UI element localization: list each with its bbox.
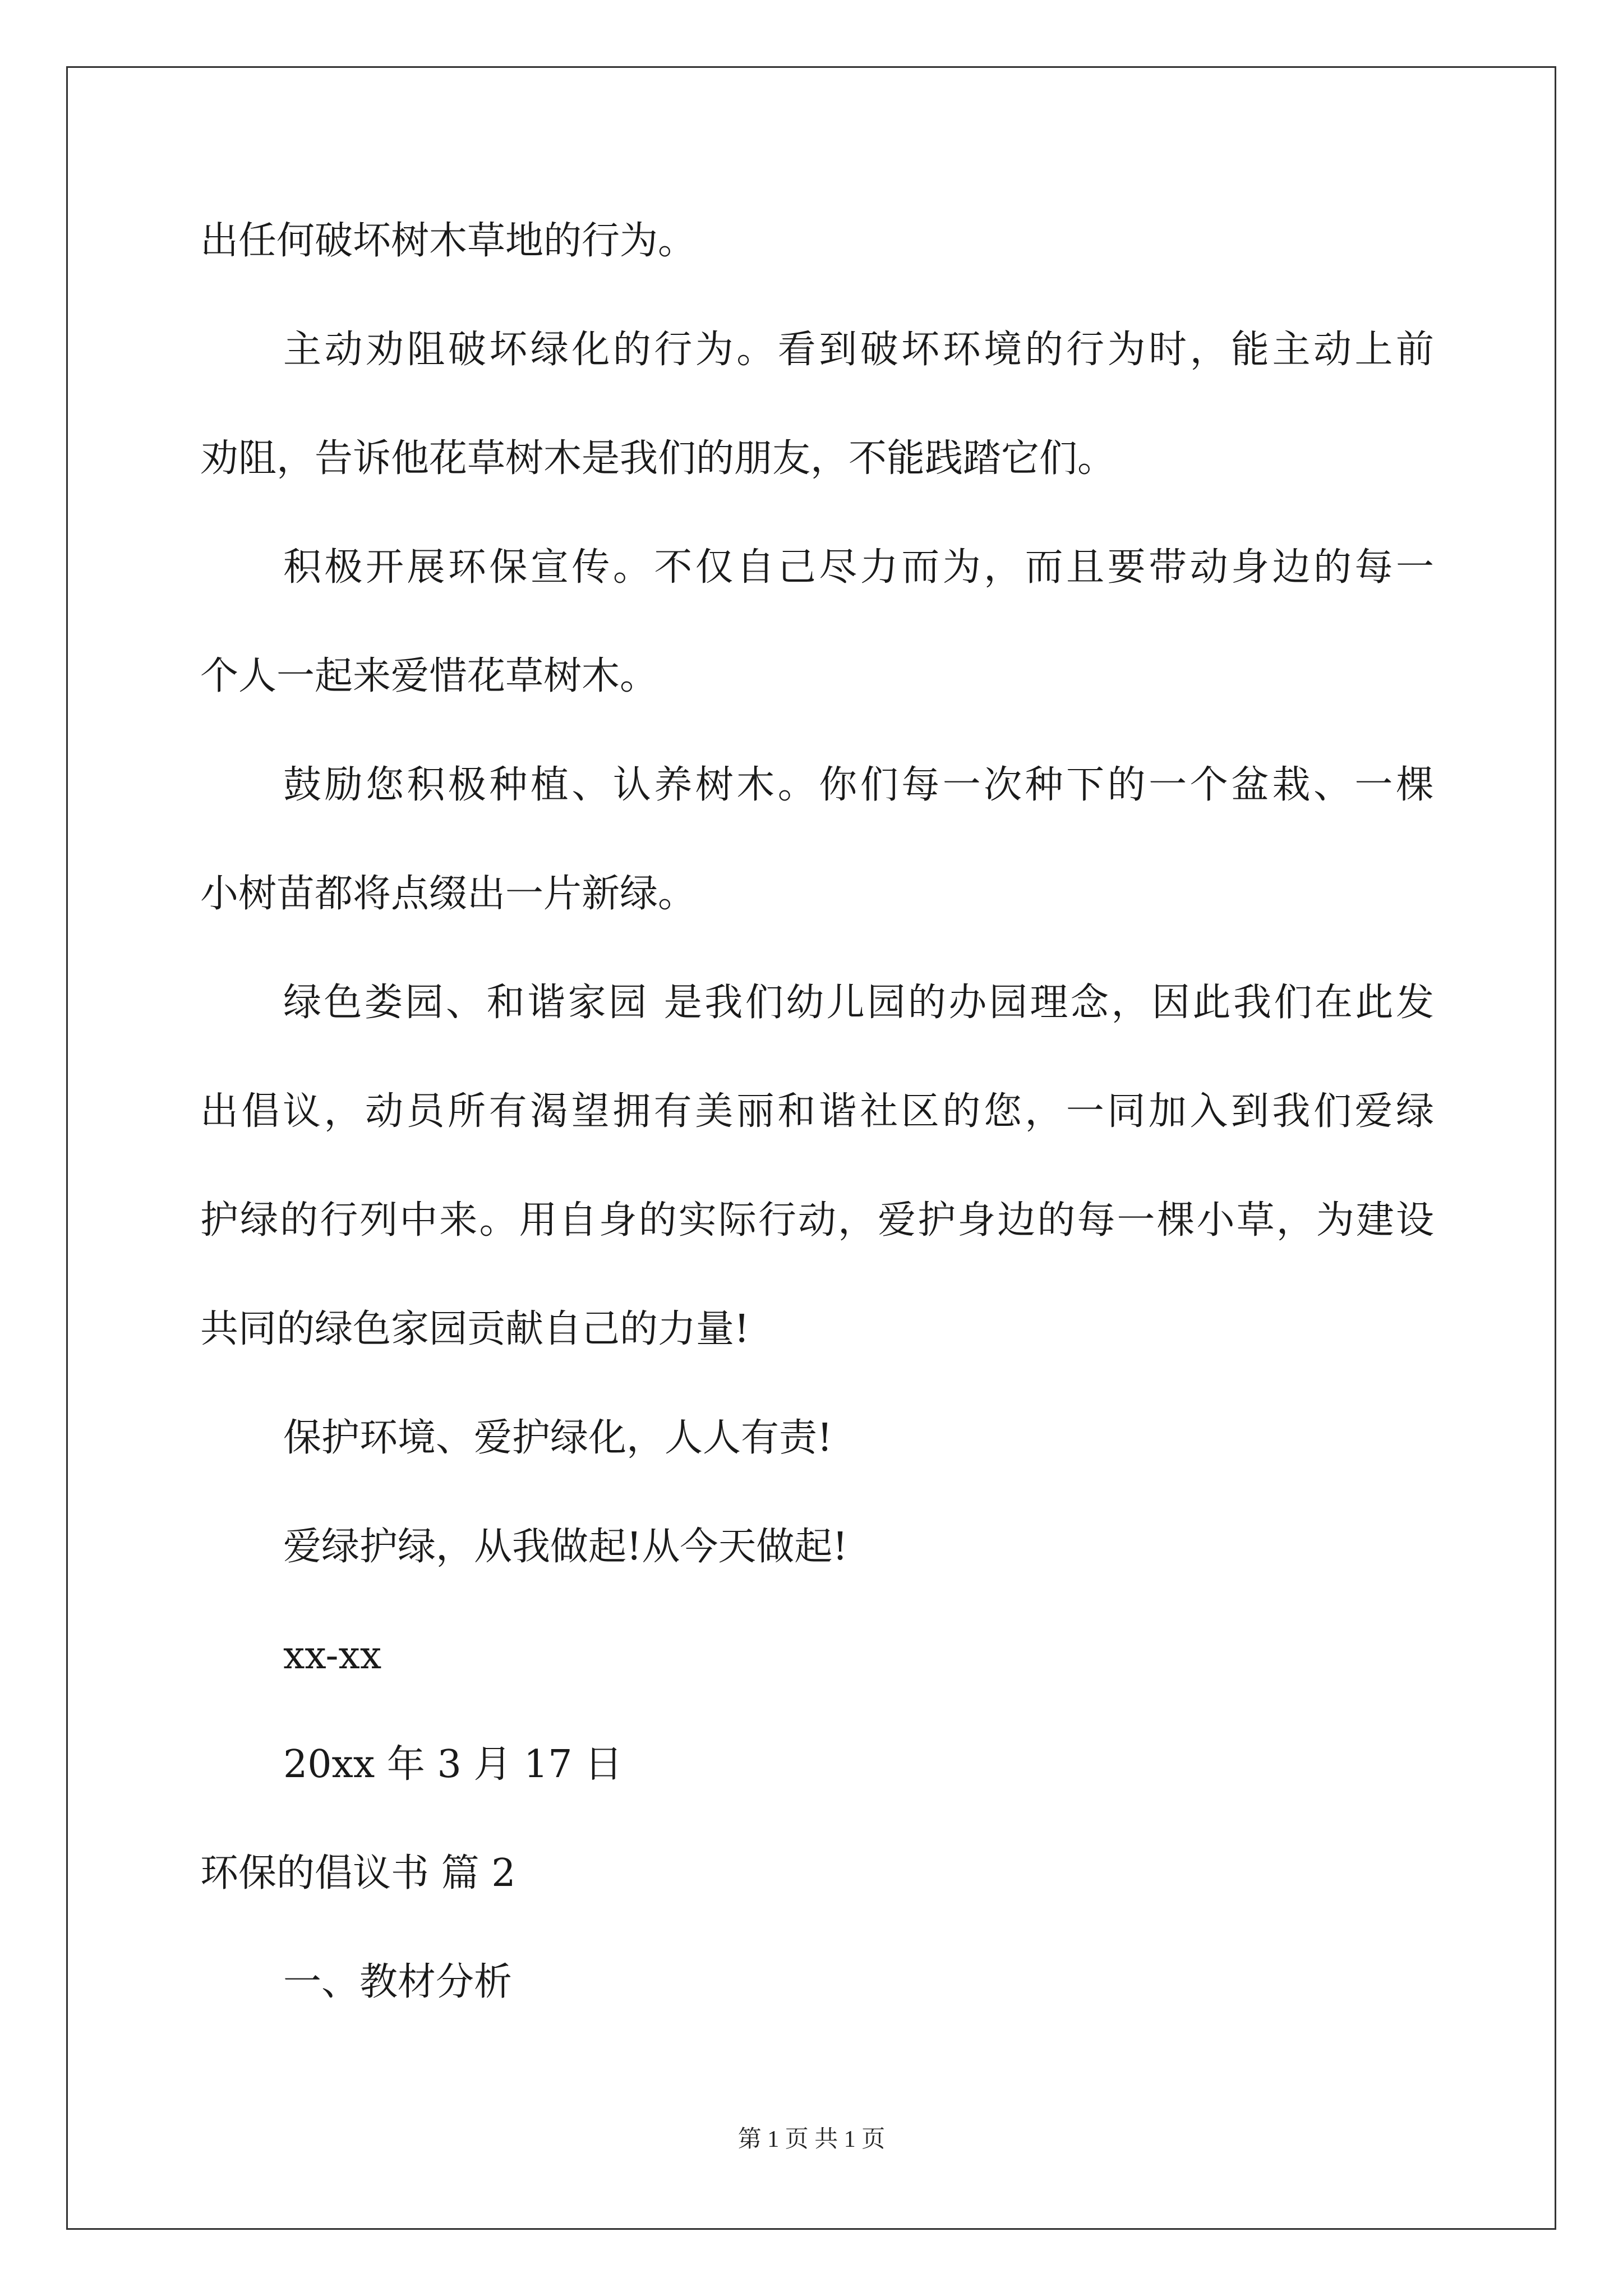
paragraph-line: 绿色娄园、和谐家园 是我们幼儿园的办园理念，因此我们在此发 <box>283 981 1434 1025</box>
paragraph-line: 护绿的行列中来。用自身的实际行动，爱护身边的每一棵小草，为建设 <box>200 1198 1434 1243</box>
slogan-line: 爱绿护绿，从我做起!从今天做起! <box>283 1525 848 1569</box>
subsection-heading: 一、教材分析 <box>283 1960 513 2004</box>
slogan-line: 保护环境、爱护绿化，人人有责! <box>283 1416 833 1460</box>
paragraph-line: 劝阻，告诉他花草树木是我们的朋友，不能践踏它们。 <box>200 436 1116 481</box>
date-line: 20xx 年 3 月 17 日 <box>283 1742 623 1787</box>
paragraph-line: 出任何破坏树木草地的行为。 <box>200 219 697 263</box>
paragraph-line: 积极开展环保宣传。不仅自己尽力而为，而且要带动身边的每一 <box>283 545 1434 590</box>
paragraph-line: 出倡议，动员所有渴望拥有美丽和谐社区的您，一同加入到我们爱绿 <box>200 1089 1434 1134</box>
paragraph-line: 鼓励您积极种植、认养树木。你们每一次种下的一个盆栽、一棵 <box>283 763 1434 807</box>
page-number-footer: 第 1 页 共 1 页 <box>737 2127 886 2152</box>
paragraph-line: 共同的绿色家园贡献自己的力量! <box>200 1307 750 1351</box>
document-body <box>200 213 1434 2063</box>
signature-line: xx-xx <box>283 1634 382 1678</box>
paragraph-line: 小树苗都将点缀出一片新绿。 <box>200 872 697 916</box>
paragraph-line: 个人一起来爱惜花草树木。 <box>200 654 658 698</box>
section-heading: 环保的倡议书 篇 2 <box>200 1851 516 1895</box>
paragraph-line: 主动劝阻破坏绿化的行为。看到破坏环境的行为时，能主动上前 <box>283 328 1434 372</box>
